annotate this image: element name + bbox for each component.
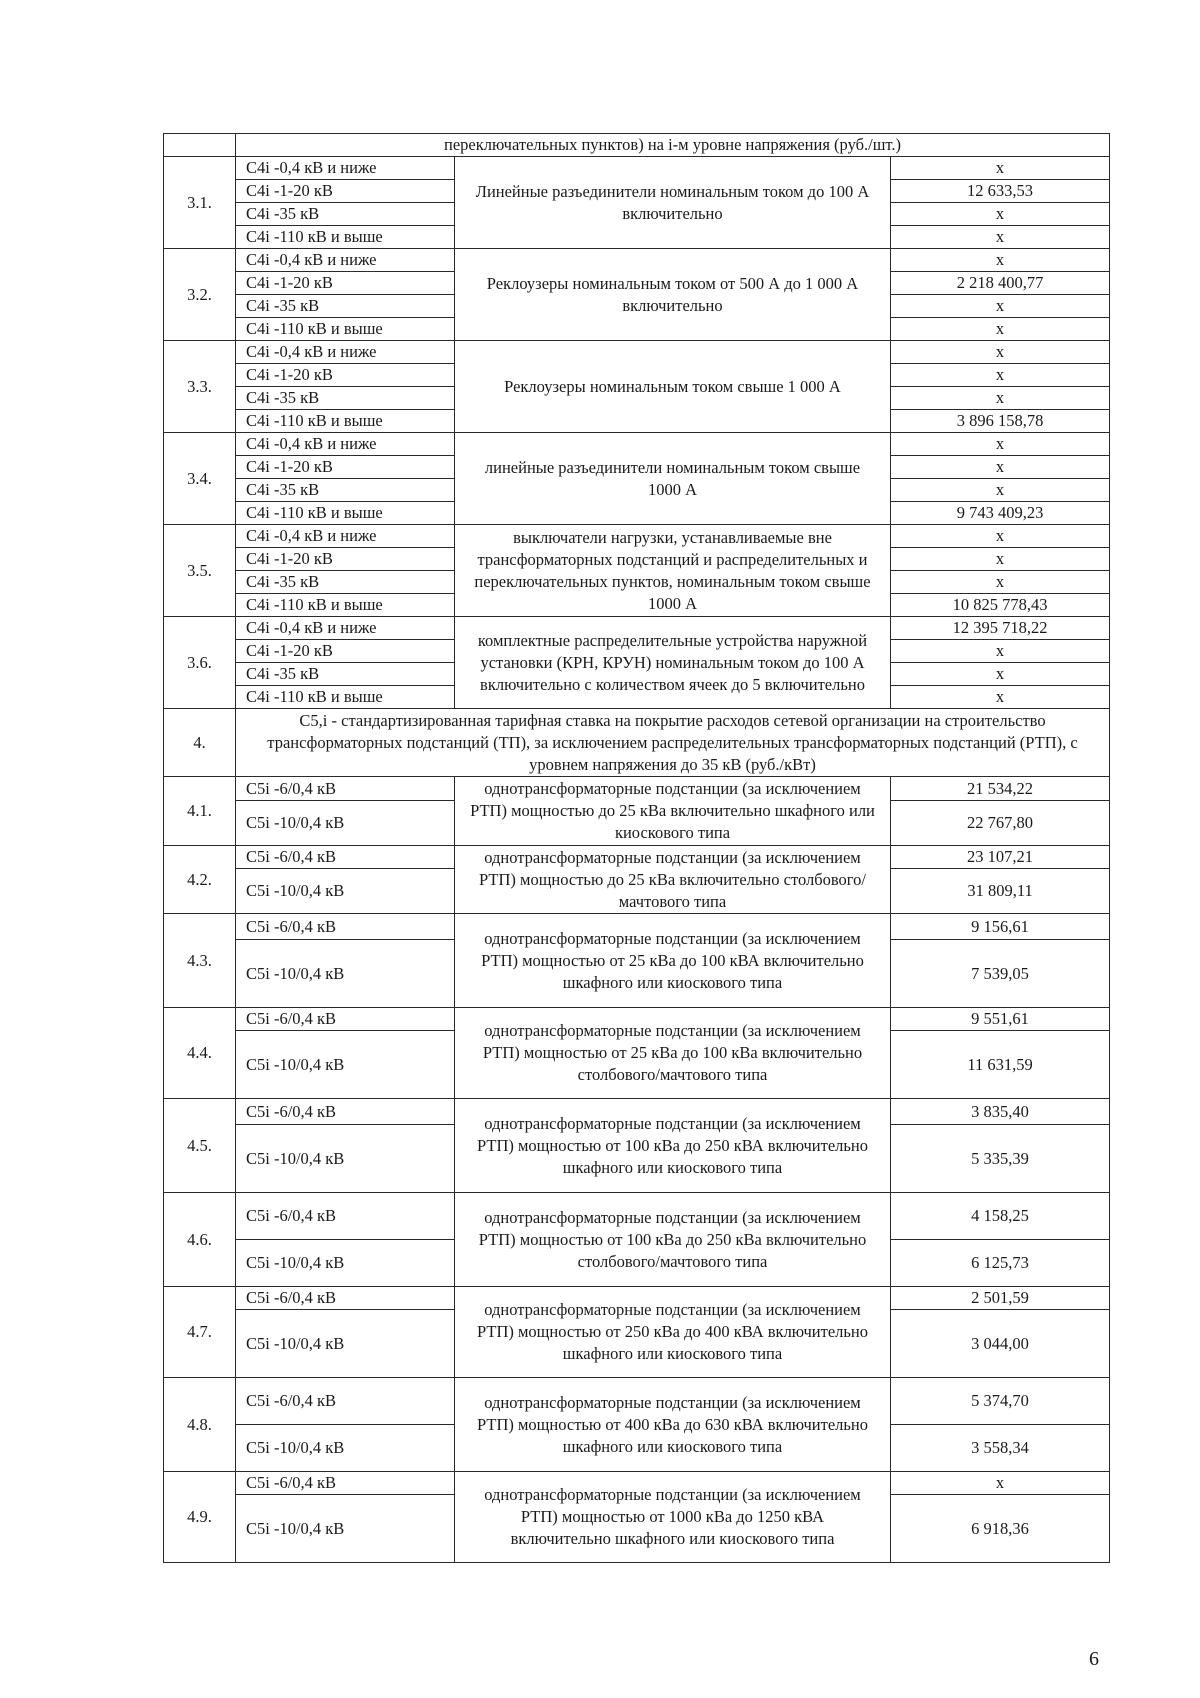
rate-value: 2 501,59 bbox=[891, 1287, 1110, 1310]
equipment-description: однотрансформаторные подстанции (за исключением РТП) мощностью от 250 кВа до 400 кВА включительно шкафного или киоскового типа bbox=[455, 1287, 891, 1378]
table-row bbox=[164, 1008, 1110, 1031]
rate-value: 3 044,00 bbox=[891, 1310, 1110, 1378]
rate-code: C4i -35 кВ bbox=[236, 479, 455, 502]
rate-value: x bbox=[891, 364, 1110, 387]
rate-value: 31 809,11 bbox=[891, 869, 1110, 914]
rate-value: 3 558,34 bbox=[891, 1425, 1110, 1472]
row-number: 4.1. bbox=[164, 777, 236, 846]
document-page bbox=[163, 133, 1109, 1563]
rate-code: C4i -0,4 кВ и ниже bbox=[236, 525, 455, 548]
rate-code: C4i -110 кВ и выше bbox=[236, 226, 455, 249]
table-row bbox=[164, 157, 1110, 180]
rate-code: C5i -6/0,4 кВ bbox=[236, 1099, 455, 1125]
table-cell bbox=[164, 134, 236, 157]
rate-value: 3 896 158,78 bbox=[891, 410, 1110, 433]
rate-code: C4i -35 кВ bbox=[236, 295, 455, 318]
equipment-description: однотрансформаторные подстанции (за исключением РТП) мощностью от 100 кВа до 250 кВа включительно столбового/мачтового типа bbox=[455, 1193, 891, 1287]
rate-code: C5i -6/0,4 кВ bbox=[236, 1378, 455, 1425]
rate-value: x bbox=[891, 249, 1110, 272]
rate-value: x bbox=[891, 157, 1110, 180]
rate-code: C5i -6/0,4 кВ bbox=[236, 1008, 455, 1031]
row-number: 3.5. bbox=[164, 525, 236, 617]
rate-value: x bbox=[891, 686, 1110, 709]
rate-value: 9 743 409,23 bbox=[891, 502, 1110, 525]
rate-value: x bbox=[891, 479, 1110, 502]
row-number: 3.3. bbox=[164, 341, 236, 433]
rate-code: C5i -10/0,4 кВ bbox=[236, 1031, 455, 1099]
section-number: 4. bbox=[164, 709, 236, 777]
rate-code: C4i -0,4 кВ и ниже bbox=[236, 617, 455, 640]
rate-value: 3 835,40 bbox=[891, 1099, 1110, 1125]
rate-code: C4i -110 кВ и выше bbox=[236, 594, 455, 617]
rate-value: 12 633,53 bbox=[891, 180, 1110, 203]
rate-code: C4i -1-20 кВ bbox=[236, 548, 455, 571]
rate-code: C4i -110 кВ и выше bbox=[236, 686, 455, 709]
table-row bbox=[164, 341, 1110, 364]
rate-value: 22 767,80 bbox=[891, 801, 1110, 846]
equipment-description: однотрансформаторные подстанции (за исключением РТП) мощностью до 25 кВа включительно шкафного или киоскового типа bbox=[455, 777, 891, 846]
rate-value: x bbox=[891, 203, 1110, 226]
rate-code: C5i -6/0,4 кВ bbox=[236, 846, 455, 869]
rate-code: C5i -6/0,4 кВ bbox=[236, 914, 455, 940]
row-number: 3.2. bbox=[164, 249, 236, 341]
rate-value: x bbox=[891, 295, 1110, 318]
rate-value: 10 825 778,43 bbox=[891, 594, 1110, 617]
rate-value: 5 374,70 bbox=[891, 1378, 1110, 1425]
rate-code: C5i -10/0,4 кВ bbox=[236, 940, 455, 1008]
table-row bbox=[164, 617, 1110, 640]
rate-value: x bbox=[891, 341, 1110, 364]
rate-code: C4i -110 кВ и выше bbox=[236, 318, 455, 341]
table-row bbox=[164, 525, 1110, 548]
rate-code: C5i -6/0,4 кВ bbox=[236, 1193, 455, 1240]
rate-code: C5i -10/0,4 кВ bbox=[236, 1425, 455, 1472]
equipment-description: однотрансформаторные подстанции (за исключением РТП) мощностью до 25 кВа включительно столбового/мачтового типа bbox=[455, 846, 891, 914]
rate-code: C4i -1-20 кВ bbox=[236, 180, 455, 203]
table-row bbox=[164, 777, 1110, 801]
rate-value: x bbox=[891, 433, 1110, 456]
row-number: 4.7. bbox=[164, 1287, 236, 1378]
rate-value: x bbox=[891, 1472, 1110, 1495]
rate-value: 6 918,36 bbox=[891, 1495, 1110, 1563]
rate-value: 4 158,25 bbox=[891, 1193, 1110, 1240]
table-row bbox=[164, 249, 1110, 272]
equipment-description: Линейные разъединители номинальным током до 100 А включительно bbox=[455, 157, 891, 249]
rate-code: C4i -1-20 кВ bbox=[236, 640, 455, 663]
table-row bbox=[164, 914, 1110, 940]
rate-code: C5i -10/0,4 кВ bbox=[236, 869, 455, 914]
rate-value: 11 631,59 bbox=[891, 1031, 1110, 1099]
rate-code: C4i -35 кВ bbox=[236, 663, 455, 686]
rate-code: C4i -35 кВ bbox=[236, 387, 455, 410]
rate-code: C4i -110 кВ и выше bbox=[236, 502, 455, 525]
rate-code: C4i -0,4 кВ и ниже bbox=[236, 249, 455, 272]
rate-code: C5i -10/0,4 кВ bbox=[236, 801, 455, 846]
equipment-description: Реклоузеры номинальным током от 500 А до 1 000 А включительно bbox=[455, 249, 891, 341]
rate-value: 9 156,61 bbox=[891, 914, 1110, 940]
row-number: 4.6. bbox=[164, 1193, 236, 1287]
rate-value: 7 539,05 bbox=[891, 940, 1110, 1008]
page-number: 6 bbox=[1089, 1648, 1099, 1670]
rate-code: C5i -10/0,4 кВ bbox=[236, 1495, 455, 1563]
rate-code: C4i -35 кВ bbox=[236, 571, 455, 594]
rate-code: C5i -6/0,4 кВ bbox=[236, 777, 455, 801]
rate-value: 9 551,61 bbox=[891, 1008, 1110, 1031]
rate-code: C5i -6/0,4 кВ bbox=[236, 1472, 455, 1495]
rate-value: x bbox=[891, 456, 1110, 479]
rate-code: C5i -10/0,4 кВ bbox=[236, 1125, 455, 1193]
rate-value: x bbox=[891, 525, 1110, 548]
equipment-description: однотрансформаторные подстанции (за исключением РТП) мощностью от 25 кВа до 100 кВа включительно столбового/мачтового типа bbox=[455, 1008, 891, 1099]
rate-value: x bbox=[891, 640, 1110, 663]
section-3-header-text: переключательных пунктов) на i-м уровне напряжения (руб./шт.) bbox=[236, 134, 1110, 157]
tariff-table bbox=[163, 133, 1110, 1563]
rate-value: 5 335,39 bbox=[891, 1125, 1110, 1193]
equipment-description: комплектные распределительные устройства наружной установки (КРН, КРУН) номинальным током до 100 А включительно с количеством ячеек до 5 включительно bbox=[455, 617, 891, 709]
row-number: 4.3. bbox=[164, 914, 236, 1008]
rate-value: 2 218 400,77 bbox=[891, 272, 1110, 295]
row-number: 4.4. bbox=[164, 1008, 236, 1099]
equipment-description: однотрансформаторные подстанции (за исключением РТП) мощностью от 400 кВа до 630 кВА включительно шкафного или киоскового типа bbox=[455, 1378, 891, 1472]
rate-code: C4i -110 кВ и выше bbox=[236, 410, 455, 433]
rate-value: x bbox=[891, 387, 1110, 410]
equipment-description: однотрансформаторные подстанции (за исключением РТП) мощностью от 1000 кВа до 1250 кВА включительно шкафного или киоскового типа bbox=[455, 1472, 891, 1563]
rate-code: C4i -1-20 кВ bbox=[236, 456, 455, 479]
rate-value: x bbox=[891, 318, 1110, 341]
table-row bbox=[164, 1099, 1110, 1125]
rate-value: 12 395 718,22 bbox=[891, 617, 1110, 640]
rate-code: C4i -0,4 кВ и ниже bbox=[236, 341, 455, 364]
row-number: 4.9. bbox=[164, 1472, 236, 1563]
rate-code: C5i -10/0,4 кВ bbox=[236, 1310, 455, 1378]
section-4-header-text: C5,i - стандартизированная тарифная ставка на покрытие расходов сетевой организации на строительство трансформаторных подстанций (ТП), за исключением распределительных трансформаторных подстанций (РТП), с уровнем напряжения до 35 кВ (руб./кВт) bbox=[236, 709, 1110, 777]
rate-code: C4i -1-20 кВ bbox=[236, 364, 455, 387]
table-row-section-4 bbox=[164, 709, 1110, 777]
table-row-header-band bbox=[164, 134, 1110, 157]
rate-code: C5i -10/0,4 кВ bbox=[236, 1240, 455, 1287]
rate-code: C4i -0,4 кВ и ниже bbox=[236, 433, 455, 456]
row-number: 3.1. bbox=[164, 157, 236, 249]
rate-value: x bbox=[891, 548, 1110, 571]
row-number: 3.4. bbox=[164, 433, 236, 525]
equipment-description: однотрансформаторные подстанции (за исключением РТП) мощностью от 100 кВа до 250 кВА включительно шкафного или киоскового типа bbox=[455, 1099, 891, 1193]
row-number: 4.2. bbox=[164, 846, 236, 914]
equipment-description: линейные разъединители номинальным током свыше 1000 А bbox=[455, 433, 891, 525]
equipment-description: однотрансформаторные подстанции (за исключением РТП) мощностью от 25 кВа до 100 кВА включительно шкафного или киоскового типа bbox=[455, 914, 891, 1008]
rate-value: x bbox=[891, 663, 1110, 686]
rate-code: C4i -1-20 кВ bbox=[236, 272, 455, 295]
equipment-description: выключатели нагрузки, устанавливаемые вне трансформаторных подстанций и распределительных и переключательных пунктов, номинальным током свыше 1000 А bbox=[455, 525, 891, 617]
rate-value: 23 107,21 bbox=[891, 846, 1110, 869]
table-row bbox=[164, 1193, 1110, 1240]
rate-value: x bbox=[891, 571, 1110, 594]
rate-value: 21 534,22 bbox=[891, 777, 1110, 801]
rate-value: x bbox=[891, 226, 1110, 249]
table-row bbox=[164, 433, 1110, 456]
equipment-description: Реклоузеры номинальным током свыше 1 000 А bbox=[455, 341, 891, 433]
rate-code: C4i -35 кВ bbox=[236, 203, 455, 226]
table-row bbox=[164, 1287, 1110, 1310]
table-row bbox=[164, 1472, 1110, 1495]
table-row bbox=[164, 846, 1110, 869]
row-number: 4.8. bbox=[164, 1378, 236, 1472]
row-number: 3.6. bbox=[164, 617, 236, 709]
rate-code: C5i -6/0,4 кВ bbox=[236, 1287, 455, 1310]
table-row bbox=[164, 1378, 1110, 1425]
rate-code: C4i -0,4 кВ и ниже bbox=[236, 157, 455, 180]
rate-value: 6 125,73 bbox=[891, 1240, 1110, 1287]
row-number: 4.5. bbox=[164, 1099, 236, 1193]
